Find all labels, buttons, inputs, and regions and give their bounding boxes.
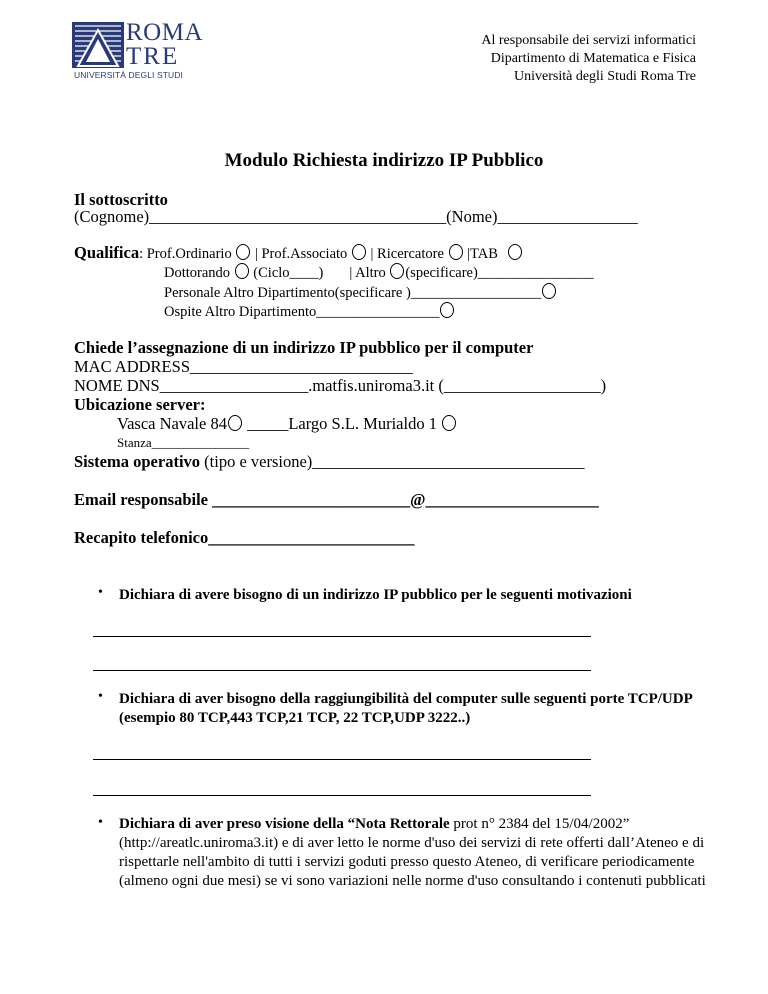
address-line-1: Al responsabile dei servizi informatici [481, 33, 696, 48]
ubicazione-row [117, 414, 457, 434]
personale-altro-dip-radio[interactable] [542, 283, 556, 299]
nota-rettorale-text: prot n° 2384 del 15/04/2002” (http://areatlc.uniroma3.it) e di aver letto le norme d'uso dei servizi di rete offerti dall’Ateneo e di rispettarle nell'ambito di tutti i servizi goduti presso questo Ateneo, di verificare periodicamente (almeno ogni due mesi) se vi sono variazioni nelle norme d'uso consultando i contenuti pubblicati [119, 816, 706, 889]
altro-label: | Altro [349, 265, 390, 281]
address-line-2: Dipartimento di Matematica e Fisica [490, 51, 696, 66]
sottoscritto-label: Il sottoscritto [74, 190, 168, 209]
motivazioni-line-2[interactable] [93, 670, 591, 671]
porte-line-2[interactable] [93, 795, 591, 796]
qualifica-row-3 [164, 283, 557, 302]
ospite-altro-dip-field[interactable]: Ospite Altro Dipartimento_________________ [164, 304, 440, 320]
dottorando-radio[interactable] [235, 263, 249, 279]
prof-ordinario-radio[interactable] [236, 244, 250, 260]
largo-murialdo-radio[interactable] [442, 415, 456, 431]
tab-radio[interactable] [508, 244, 522, 260]
sistema-operativo-row [74, 452, 585, 472]
ospite-altro-dip-radio[interactable] [440, 302, 454, 318]
qualifica-label: Qualifica [74, 243, 140, 262]
qualifica-row-1 [74, 243, 523, 263]
stanza-field[interactable]: Stanza_______________ [117, 435, 250, 450]
vasca-navale-label: Vasca Navale 84 [117, 414, 227, 433]
logo-roma-text: ROMA [126, 19, 204, 46]
ricercatore-radio[interactable] [449, 244, 463, 260]
largo-murialdo-label: _____Largo S.L. Murialdo 1 [242, 414, 442, 433]
recipient-address [481, 32, 696, 86]
qualifica-row-4 [164, 302, 455, 321]
email-field[interactable]: Email responsabile ________________________@_____________________ [74, 490, 599, 509]
vasca-navale-radio[interactable] [228, 415, 242, 431]
bullet-icon: • [98, 815, 103, 830]
qualifica-row-2 [164, 263, 594, 282]
mac-address-field[interactable]: MAC ADDRESS___________________________ [74, 357, 413, 376]
bullet-icon: • [98, 585, 103, 600]
sistema-operativo-field[interactable]: (tipo e versione)_________________________________ [200, 452, 585, 471]
bullet-motivazioni: Dichiara di avere bisogno di un indirizzo IP pubblico per le seguenti motivazioni [119, 587, 632, 603]
tab-label: |TAB [463, 246, 502, 262]
prof-associato-radio[interactable] [352, 244, 366, 260]
phone-field[interactable]: Recapito telefonico_________________________ [74, 528, 415, 547]
bullet-icon: • [98, 689, 103, 704]
sistema-operativo-label: Sistema operativo [74, 452, 201, 471]
prof-ordinario-label: : Prof.Ordinario [139, 246, 236, 262]
nota-rettorale-bold: Dichiara di aver preso visione della “Nota Rettorale [119, 816, 450, 832]
bullet-porte: Dichiara di aver bisogno della raggiungibilità del computer sulle seguenti porte TCP/UDP (esempio 80 TCP,443 TCP,21 TCP, 22 TCP,UDP 3222..) [119, 691, 692, 726]
ubicazione-label: Ubicazione server: [74, 395, 206, 414]
personale-altro-dip-field[interactable]: Personale Altro Dipartimento(specificare )__________________ [164, 285, 542, 301]
altro-specificare-field[interactable]: (specificare)________________ [405, 265, 594, 281]
dns-name-field[interactable]: NOME DNS__________________.matfis.uniroma3.it (___________________) [74, 376, 607, 395]
ricercatore-label: | Ricercatore [366, 246, 448, 262]
motivazioni-line-1[interactable] [93, 636, 591, 637]
form-title: Modulo Richiesta indirizzo IP Pubblico [224, 150, 544, 171]
porte-line-1[interactable] [93, 759, 591, 760]
logo-emblem-icon [72, 22, 126, 70]
address-line-3: Università degli Studi Roma Tre [514, 69, 696, 84]
prof-associato-label: | Prof.Associato [251, 246, 351, 262]
university-logo [72, 19, 204, 82]
name-field-line[interactable]: (Cognome)____________________________________(Nome)_________________ [74, 207, 638, 226]
altro-radio[interactable] [390, 263, 404, 279]
chiede-heading: Chiede l’assegnazione di un indirizzo IP pubblico per il computer [74, 338, 534, 357]
dottorando-label: Dottorando [164, 265, 234, 281]
bullet-nota-rettorale [119, 815, 709, 891]
logo-subtitle: UNIVERSITÀ DEGLI STUDI [74, 70, 183, 80]
logo-tre-text: TRE [126, 43, 180, 70]
ciclo-field[interactable]: (Ciclo____) [249, 265, 324, 281]
